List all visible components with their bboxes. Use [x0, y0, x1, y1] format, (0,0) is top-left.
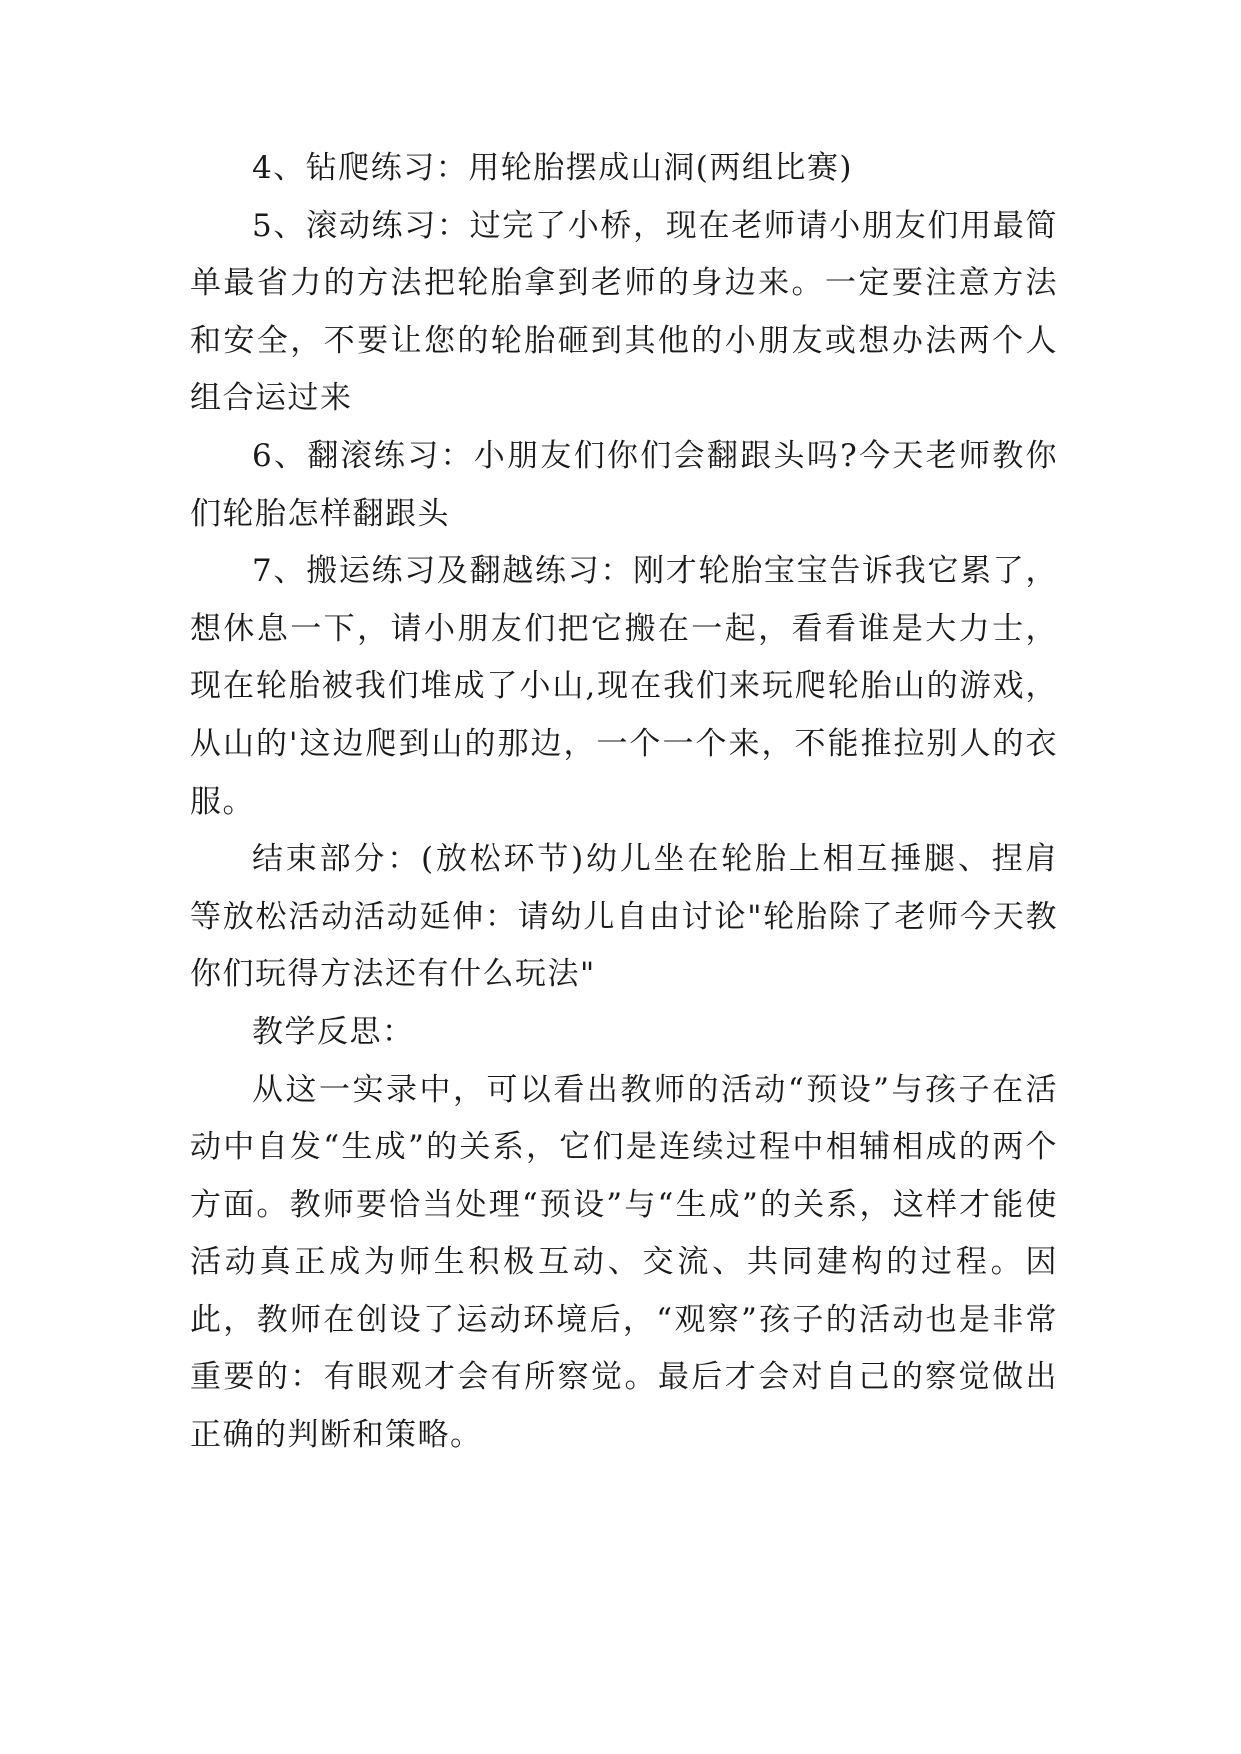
paragraph-carrying-practice: 7、搬运练习及翻越练习：刚才轮胎宝宝告诉我它累了，想休息一下，请小朋友们把它搬在一起，看看谁是大力士，现在轮胎被我们堆成了小山,现在我们来玩爬轮胎山的游戏，从山的'这边爬到山的那边，一个一个来，不能推拉别人的衣服。 — [190, 553, 1058, 820]
paragraph-rolling-practice: 5、滚动练习：过完了小桥，现在老师请小朋友们用最简单最省力的方法把轮胎拿到老师的身边来。一定要注意方法和安全，不要让您的轮胎砸到其他的小朋友或想办法两个人组合运过来 — [190, 207, 1058, 417]
paragraph-teaching-reflection-body: 从这一实录中，可以看出教师的活动“预设”与孩子在活动中自发“生成”的关系，它们是连续过程中相辅相成的两个方面。教师要恰当处理“预设”与“生成”的关系，这样才能使活动真正成为师生积极互动、交流、共同建构的过程。因此，教师在创设了运动环境后，“观察”孩子的活动也是非常重要的：有眼观才会有所察觉。最后才会对自己的察觉做出正确的判断和策略。 — [190, 1071, 1058, 1454]
document-page — [190, 140, 1058, 1465]
paragraph-closing-section: 结束部分：(放松环节)幼儿坐在轮胎上相互捶腿、捏肩等放松活动活动延伸：请幼儿自由讨论"轮胎除了老师今天教你们玩得方法还有什么玩法" — [190, 841, 1058, 993]
paragraph-somersault-practice: 6、翻滚练习：小朋友们你们会翻跟头吗?今天老师教你们轮胎怎样翻跟头 — [190, 437, 1058, 532]
paragraph-drilling-practice: 4、钻爬练习：用轮胎摆成山洞(两组比赛) — [252, 150, 853, 186]
paragraph-teaching-reflection-heading: 教学反思： — [252, 1013, 415, 1050]
